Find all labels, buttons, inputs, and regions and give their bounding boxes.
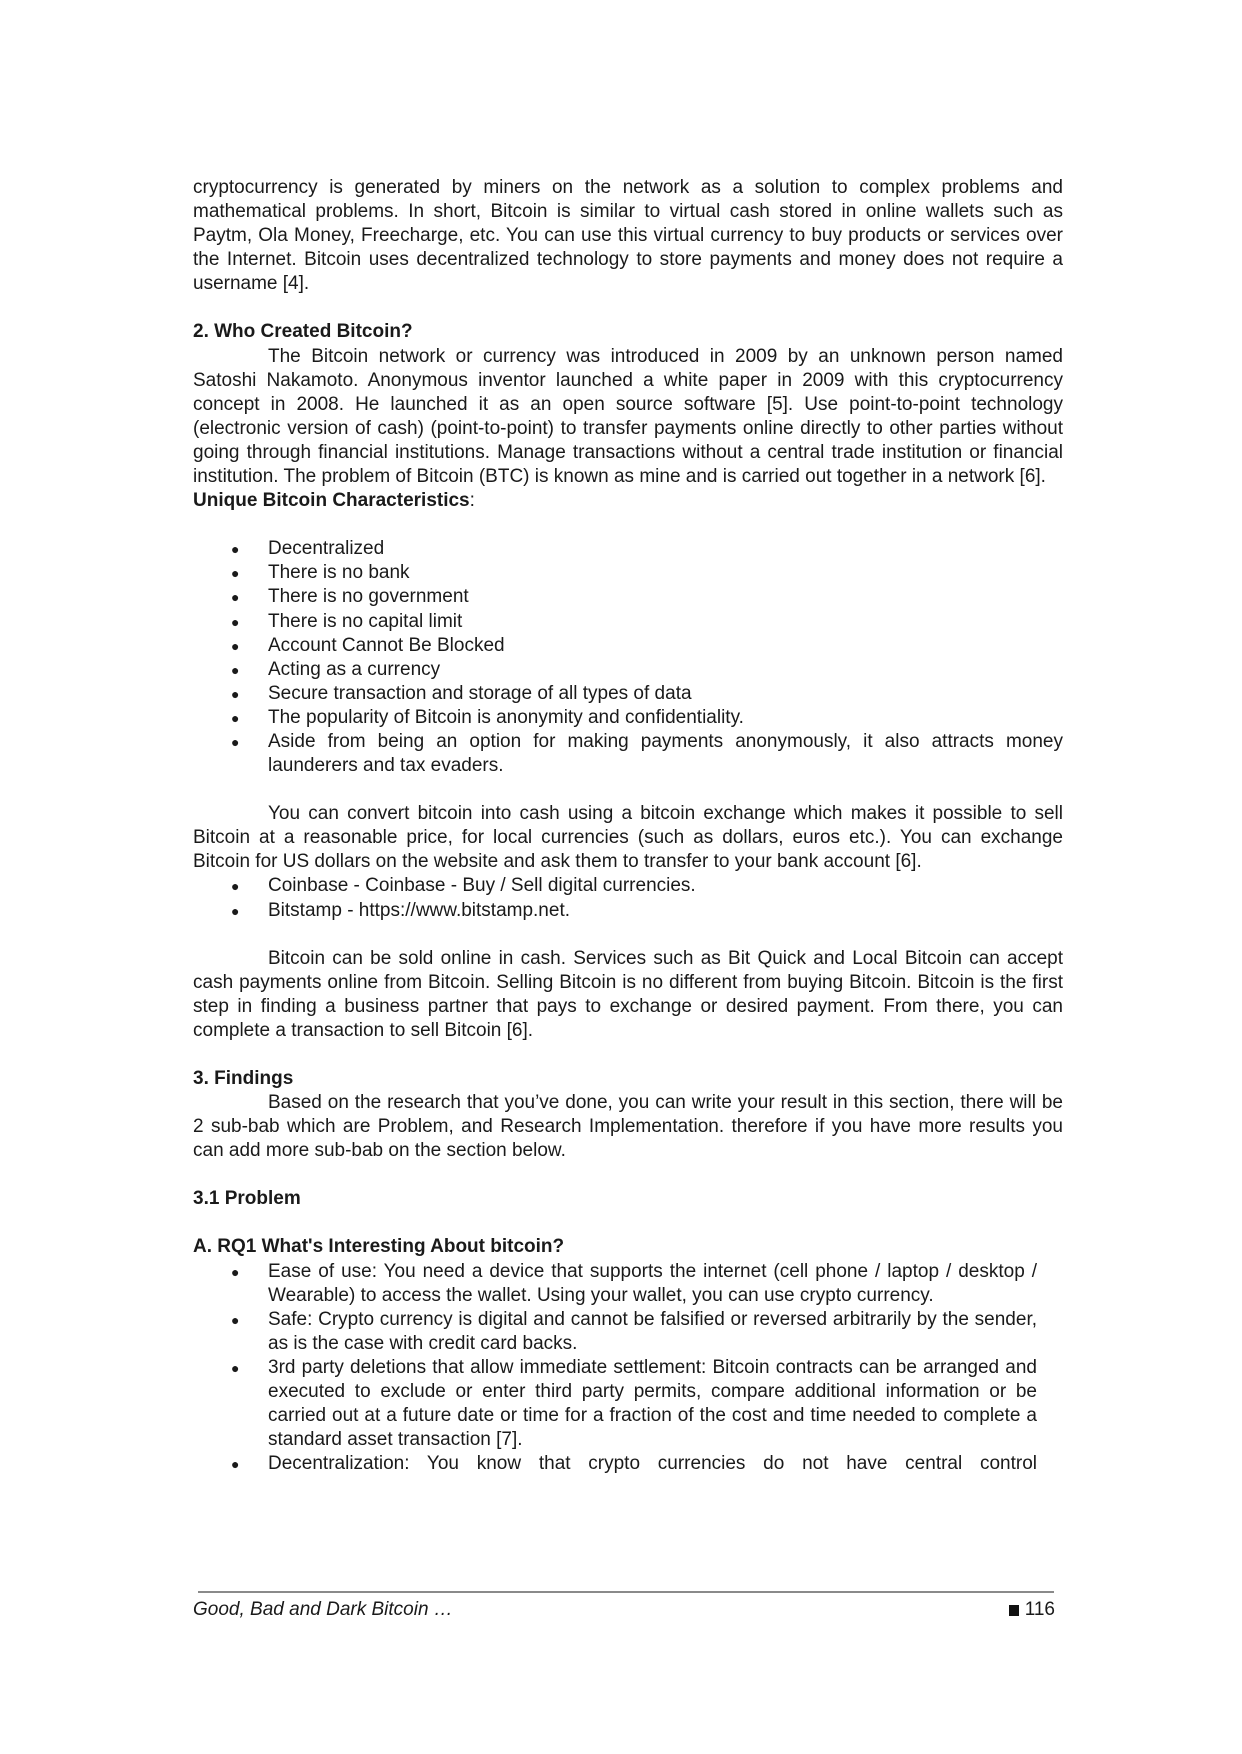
list-item: ● Account Cannot Be Blocked	[193, 634, 1063, 658]
bullet-icon: ●	[231, 541, 240, 558]
list-item: ● Decentralized	[193, 537, 1063, 561]
page-number: 116	[1024, 1599, 1055, 1620]
footer-running-title: Good, Bad and Dark Bitcoin …	[193, 1599, 453, 1620]
bullet-icon: ●	[231, 589, 240, 606]
section-3-heading: 3. Findings	[193, 1068, 294, 1089]
list-item: ● Safe: Crypto currency is digital and cannot be falsified or reversed arbitrarily by the sender, as is the case with credit card backs.	[231, 1308, 1037, 1354]
bullet-icon: ●	[231, 1456, 240, 1473]
bullet-icon: ●	[231, 902, 240, 919]
bullet-icon: ●	[231, 733, 240, 750]
section-2-heading: 2. Who Created Bitcoin?	[193, 321, 413, 343]
bullet-icon: ●	[231, 709, 240, 726]
characteristics-label: Unique Bitcoin Characteristics	[193, 490, 470, 512]
list-item: ● Acting as a currency	[193, 658, 1063, 682]
list-item: ● Bitstamp - https://www.bitstamp.net.	[193, 899, 1063, 923]
exchanges-list	[193, 874, 1063, 922]
rq1-heading: A. RQ1 What's Interesting About bitcoin?	[193, 1236, 565, 1258]
bullet-icon: ●	[231, 1311, 240, 1328]
list-item: ● 3rd party deletions that allow immediate settlement: Bitcoin contracts can be arranged and executed to exclude or enter third party permits, compare additional information or be carried out at a future date or time for a fraction of the cost and time needed to complete a standard asset transaction [7].	[231, 1356, 1037, 1451]
sell-paragraph: Bitcoin can be sold online in cash. Services such as Bit Quick and Local Bitcoin can accept cash payments online from Bitcoin. Selling Bitcoin is no different from buying Bitcoin. Bitcoin is the first step in finding a business partner that pays to exchange or desired payment. From there, you can complete a transaction to sell Bitcoin [6].	[193, 947, 1063, 1041]
bullet-icon: ●	[231, 685, 240, 702]
characteristics-list	[193, 537, 1063, 778]
list-item: ● Decentralization: You know that crypto currencies do not have central control	[193, 1452, 1063, 1476]
list-item: ● There is no capital limit	[193, 610, 1063, 634]
list-item: ● There is no government	[193, 585, 1063, 609]
rq1-list	[193, 1260, 1063, 1477]
characteristics-label-line: Unique Bitcoin Characteristics:	[193, 490, 475, 512]
bullet-icon: ●	[231, 661, 240, 678]
intro-paragraph: cryptocurrency is generated by miners on the network as a solution to complex problems and mathematical problems. In short, Bitcoin is similar to virtual cash stored in online wallets such as Paytm, Ola Money, Freecharge, etc. You can use this virtual currency to buy products or services over the Internet. Bitcoin uses decentralized technology to store payments and money does not require a username [4].	[193, 177, 1063, 295]
section-2-paragraph: The Bitcoin network or currency was introduced in 2009 by an unknown person named Satoshi Nakamoto. Anonymous inventor launched a white paper in 2009 with this cryptocurrency concept in 2008. He launched it as an open source software [5]. Use point-to-point technology (electronic version of cash) (point-to-point) to transfer payments online directly to other parties without going through financial institutions. Manage transactions without a central trade institution or financial institution. The problem of Bitcoin (BTC) is known as mine and is carried out together in a network [6].	[193, 345, 1063, 488]
list-item: ● There is no bank	[193, 561, 1063, 585]
bullet-icon: ●	[231, 637, 240, 654]
bullet-icon: ●	[231, 1359, 240, 1376]
list-item: ● The popularity of Bitcoin is anonymity and confidentiality.	[193, 706, 1063, 730]
page-body	[193, 176, 1063, 1476]
bullet-icon: ●	[231, 565, 240, 582]
list-item: ● Secure transaction and storage of all types of data	[193, 682, 1063, 706]
subsection-3-1-heading: 3.1 Problem	[193, 1188, 301, 1210]
list-item: ● Aside from being an option for making payments anonymously, it also attracts money launderers and tax evaders.	[231, 730, 1063, 777]
bullet-icon: ●	[231, 1263, 240, 1280]
list-item: ● Ease of use: You need a device that supports the internet (cell phone / laptop / desktop / Wearable) to access the wallet. Using your wallet, you can use crypto currency.	[231, 1260, 1037, 1306]
section-3-paragraph: Based on the research that you’ve done, you can write your result in this section, there will be 2 sub-bab which are Problem, and Research Implementation. therefore if you have more results you can add more sub-bab on the section below.	[193, 1092, 1063, 1162]
list-item: ● Coinbase - Coinbase - Buy / Sell digital currencies.	[193, 874, 1063, 898]
footer-page-number-block	[1000, 1598, 1055, 1622]
bullet-icon: ●	[231, 613, 240, 630]
bullet-icon: ●	[231, 878, 240, 895]
footer-divider	[198, 1591, 1054, 1593]
exchange-paragraph: You can convert bitcoin into cash using a bitcoin exchange which makes it possible to sell Bitcoin at a reasonable price, for local currencies (such as dollars, euros etc.). You can exchange Bitcoin for US dollars on the website and ask them to transfer to your bank account [6].	[193, 803, 1063, 873]
square-icon	[1009, 1605, 1019, 1616]
